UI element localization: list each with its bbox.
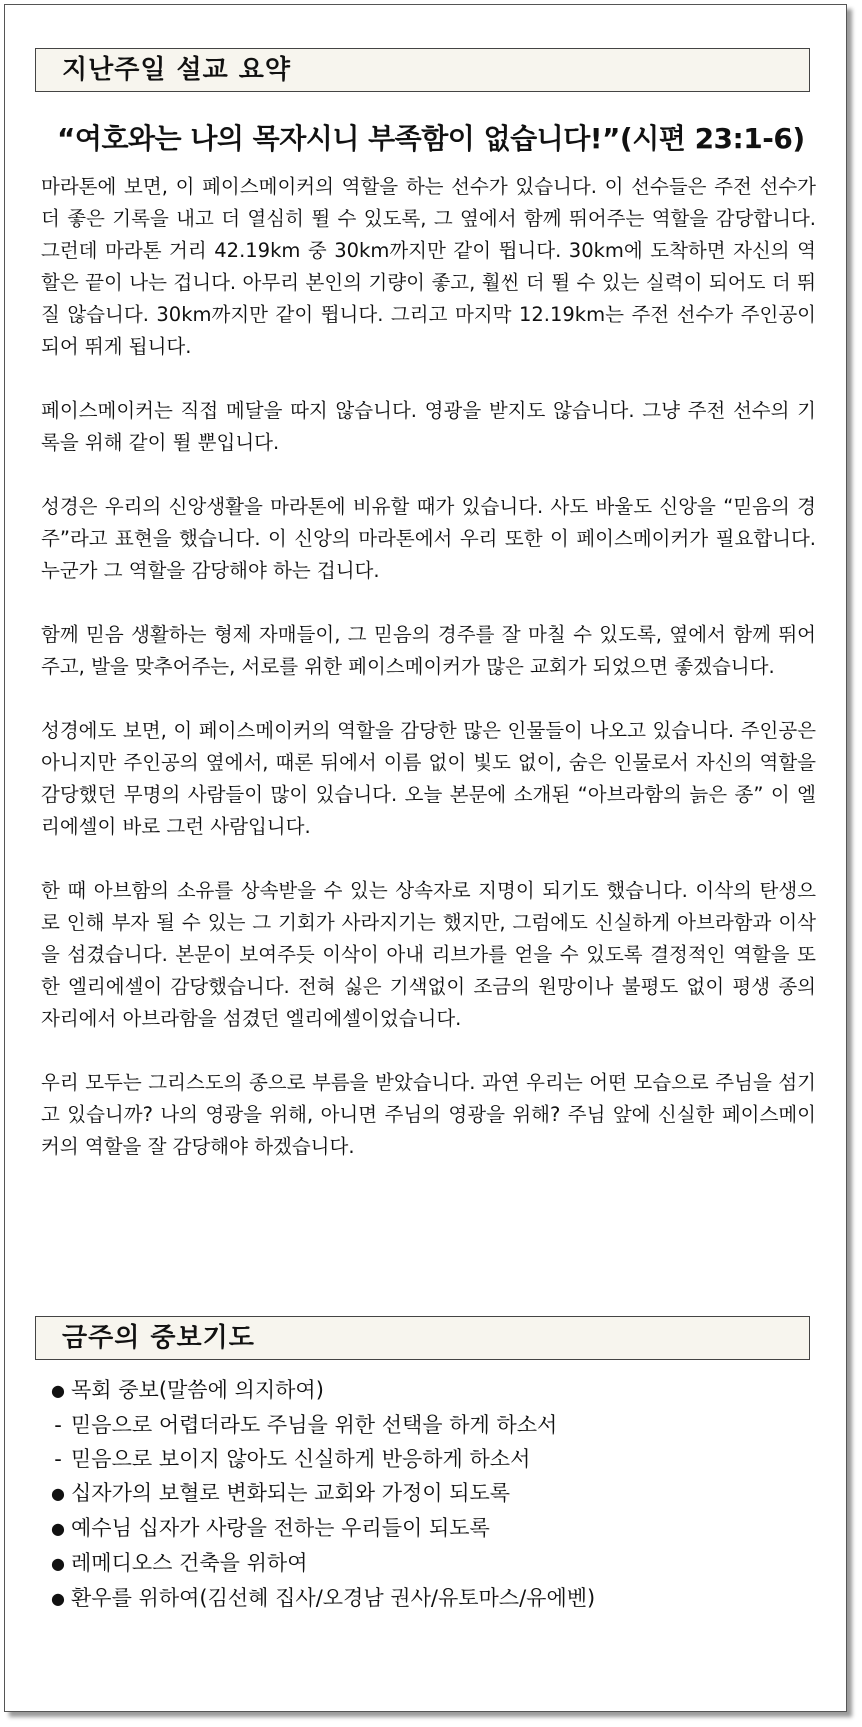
prayer-item-text: 환우를 위하여(김선혜 집사/오경남 권사/유토마스/유에벤): [71, 1586, 596, 1610]
prayer-item: [45, 1408, 815, 1442]
sermon-paragraph: 우리 모두는 그리스도의 종으로 부름을 받았습니다. 과연 우리는 어떤 모습으로 주님을 섬기고 있습니까? 나의 영광을 위해, 아니면 주님의 영광을 위해? 주님 앞에 신실한 페이스메이커의 역할을 잘 감당해야 하겠습니다.: [41, 1071, 816, 1158]
prayer-item: [45, 1511, 815, 1546]
bullet-icon: ●: [51, 1519, 65, 1538]
sermon-paragraph: 함께 믿음 생활하는 형제 자매들이, 그 믿음의 경주를 잘 마칠 수 있도록, 옆에서 함께 뛰어주고, 발을 맞추어주는, 서로를 위한 페이스메이커가 많은 교회가 되었으면 좋겠습니다.: [41, 623, 816, 678]
sermon-paragraph: 한 때 아브함의 소유를 상속받을 수 있는 상속자로 지명이 되기도 했습니다. 이삭의 탄생으로 인해 부자 될 수 있는 그 기회가 사라지기는 했지만, 그럼에도 신실하게 아브라함과 이삭을 섬겼습니다. 본문이 보여주듯 이삭이 아내 리브가를 얻을 수 있도록 결정적인 역할을 또한 엘리에셀이 감당했습니다. 전혀 싫은 기색없이 조금의 원망이나 불평도 없이 평생 종의 자리에서 아브라함을 섬겼던 엘리에셀이었습니다.: [41, 879, 816, 1030]
dash-icon: -: [54, 1413, 62, 1437]
prayer-item-text: 레메디오스 건축을 위하여: [71, 1551, 308, 1575]
prayer-item-text: 십자가의 보혈로 변화되는 교회와 가정이 되도록: [71, 1481, 511, 1505]
prayer-item: [45, 1476, 815, 1511]
sermon-paragraph: 페이스메이커는 직접 메달을 따지 않습니다. 영광을 받지도 않습니다. 그냥 주전 선수의 기록을 위해 같이 뛸 뿐입니다.: [41, 399, 816, 454]
bullet-icon: ●: [51, 1554, 65, 1573]
bullet-icon: ●: [51, 1381, 65, 1400]
prayer-item: [45, 1442, 815, 1476]
prayer-item: [45, 1581, 815, 1616]
sermon-paragraph: 성경은 우리의 신앙생활을 마라톤에 비유할 때가 있습니다. 사도 바울도 신앙을 “믿음의 경주”라고 표현을 했습니다. 이 신앙의 마라톤에서 우리 또한 이 페이스메이커가 필요합니다. 누군가 그 역할을 감당해야 하는 겁니다.: [41, 495, 816, 582]
summary-section-heading: 지난주일 설교 요약: [35, 48, 810, 92]
dash-icon: -: [54, 1447, 62, 1471]
sermon-title: “여호와는 나의 목자시니 부족함이 없습니다!”(시편 23:1-6): [57, 122, 805, 155]
prayer-item-text: 믿음으로 어렵더라도 주님을 위한 선택을 하게 하소서: [71, 1413, 558, 1437]
prayer-list: [45, 1373, 815, 1616]
prayer-section-heading: 금주의 중보기도: [35, 1316, 810, 1360]
bullet-icon: ●: [51, 1589, 65, 1608]
sermon-paragraph: 성경에도 보면, 이 페이스메이커의 역할을 감당한 많은 인물들이 나오고 있습니다. 주인공은 아니지만 주인공의 옆에서, 때론 뒤에서 이름 없이 빛도 없이, 숨은 인물로서 자신의 역할을 감당했던 무명의 사람들이 많이 있습니다. 오늘 본문에 소개된 “아브라함의 늙은 종” 이 엘리에셀이 바로 그런 사람입니다.: [41, 719, 816, 838]
prayer-item-text: 목회 중보(말씀에 의지하여): [71, 1378, 324, 1402]
prayer-item: [45, 1373, 815, 1408]
bullet-icon: ●: [51, 1484, 65, 1503]
bulletin-page: [4, 4, 847, 1712]
prayer-item: [45, 1546, 815, 1581]
sermon-paragraph: 마라톤에 보면, 이 페이스메이커의 역할을 하는 선수가 있습니다. 이 선수들은 주전 선수가 더 좋은 기록을 내고 더 열심히 뛸 수 있도록, 그 옆에서 함께 뛰어주는 역할을 감당합니다. 그런데 마라톤 거리 42.19km 중 30km까지만 같이 뜁니다. 30km에 도착하면 자신의 역할은 끝이 나는 겁니다. 아무리 본인의 기량이 좋고, 훨씬 더 뛸 수 있는 실력이 되어도 더 뛰질 않습니다. 30km까지만 같이 뜁니다. 그리고 마지막 12.19km는 주전 선수가 주인공이 되어 뛰게 됩니다.: [41, 175, 816, 358]
prayer-item-text: 믿음으로 보이지 않아도 신실하게 반응하게 하소서: [71, 1447, 531, 1471]
sermon-summary-body: [41, 171, 816, 1163]
prayer-item-text: 예수님 십자가 사랑을 전하는 우리들이 되도록: [71, 1516, 490, 1540]
